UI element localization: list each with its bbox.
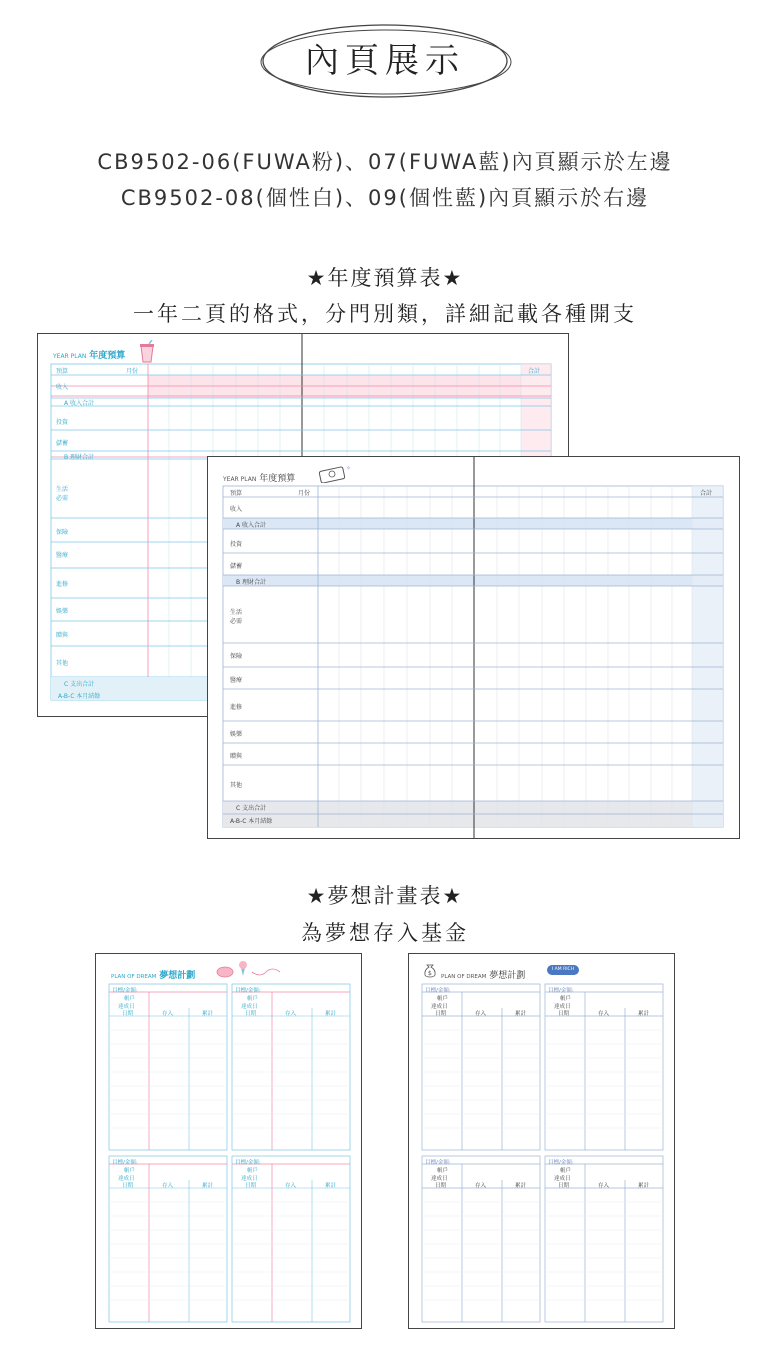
heading-zh: 夢想計劃 (489, 971, 526, 981)
date-reach-label: 達成日 (554, 1004, 571, 1010)
account-label: 帳戶 (560, 1168, 572, 1174)
row-label: 進修 (230, 704, 243, 711)
row-label: 儲蓄 (230, 563, 243, 570)
col-total-label: 累計 (325, 1011, 337, 1017)
row-label: 生活必需 (56, 486, 69, 502)
account-label: 帳戶 (560, 996, 572, 1002)
date-reach-label: 達成日 (431, 1176, 448, 1182)
col-date-label: 日期 (435, 1183, 447, 1189)
col-total-label: 合計 (700, 490, 713, 497)
col-total-label: 累計 (202, 1011, 214, 1017)
date-reach-label: 達成日 (118, 1176, 135, 1182)
date-reach-label: 達成日 (241, 1176, 258, 1182)
col-date-label: 日期 (122, 1183, 134, 1189)
year-plan-right-page (207, 456, 740, 839)
goal-label: 目標/金額: (112, 988, 138, 994)
col-deposit-label: 存入 (285, 1183, 297, 1189)
row-label: 醫療 (230, 677, 243, 684)
dream-left-page (95, 953, 362, 1329)
col-deposit-label: 存入 (598, 1011, 610, 1017)
col-total-label: 累計 (638, 1183, 650, 1189)
dream-right-page (408, 953, 675, 1329)
row-label: 娛樂 (230, 731, 243, 738)
account-label: 帳戶 (247, 1168, 259, 1174)
goal-label: 目標/金額: (548, 1160, 574, 1166)
title-badge (258, 18, 512, 104)
page-title: 內頁展示 (305, 41, 465, 81)
date-reach-label: 達成日 (431, 1004, 448, 1010)
row-label: 生活必需 (230, 609, 243, 625)
col-total-label: 累計 (325, 1183, 337, 1189)
col-deposit-label: 存入 (285, 1011, 297, 1017)
dream-subtitle: 為夢想存入基金 (301, 921, 469, 945)
heading-en: YEAR PLAN (223, 476, 257, 483)
year-plan-right-grid (208, 457, 740, 839)
row-label: 其他 (56, 660, 69, 667)
row-label: C 支出合計 (64, 681, 95, 688)
row-label: 保險 (230, 653, 243, 660)
col-deposit-label: 存入 (162, 1011, 174, 1017)
col-total-label: 累計 (202, 1183, 214, 1189)
heading-en: YEAR PLAN (53, 353, 87, 360)
account-label: 帳戶 (247, 996, 259, 1002)
year-plan-title: ★年度預算表★ (306, 266, 464, 290)
svg-text:✧: ✧ (346, 465, 352, 472)
description-line-1: CB9502-06(FUWA粉)、07(FUWA藍)內頁顯示於左邊 (97, 150, 673, 174)
col-budget-label: 預算 (230, 490, 243, 497)
account-label: 帳戶 (124, 996, 136, 1002)
heading-en: PLAN OF DREAM (441, 974, 487, 980)
goal-label: 目標/金額: (425, 988, 451, 994)
row-label: C 支出合計 (236, 805, 267, 812)
row-label: 投資 (230, 541, 243, 548)
col-month-label: 月份 (298, 490, 311, 497)
account-label: 帳戶 (437, 1168, 449, 1174)
row-label: 醫療 (56, 552, 69, 559)
goal-label: 目標/金額: (425, 1160, 451, 1166)
heading-zh: 夢想計劃 (159, 971, 196, 981)
row-label: 贈與 (230, 753, 243, 760)
account-label: 帳戶 (437, 996, 449, 1002)
year-plan-subtitle: 一年二頁的格式，分門別類，詳細記載各種開支 (133, 302, 637, 326)
row-label: B 理財合計 (64, 454, 95, 461)
goal-label: 目標/金額: (235, 988, 261, 994)
row-label: 贈與 (56, 632, 69, 639)
date-reach-label: 達成日 (241, 1004, 258, 1010)
col-date-label: 日期 (122, 1011, 134, 1017)
dream-right-grid (409, 954, 675, 1329)
row-label: 其他 (230, 782, 243, 789)
col-deposit-label: 存入 (598, 1183, 610, 1189)
row-label: A-B-C 本月結餘 (58, 693, 101, 700)
col-deposit-label: 存入 (162, 1183, 174, 1189)
col-total-label: 累計 (515, 1183, 527, 1189)
heading-zh: 年度預算 (89, 351, 126, 361)
col-month-label: 月份 (126, 368, 139, 375)
row-label: 收入 (230, 506, 243, 513)
row-label: 投資 (56, 419, 69, 426)
dream-title: ★夢想計畫表★ (306, 884, 464, 908)
row-label: 儲蓄 (56, 440, 69, 447)
dream-left-grid (96, 954, 362, 1329)
row-label: B 理財合計 (236, 579, 267, 586)
goal-label: 目標/金額: (235, 1160, 261, 1166)
row-label: 收入 (56, 384, 69, 391)
row-label: 進修 (56, 581, 69, 588)
col-date-label: 日期 (245, 1011, 257, 1017)
description-line-2: CB9502-08(個性白)、09(個性藍)內頁顯示於右邊 (120, 186, 650, 210)
row-label: 保險 (56, 529, 69, 536)
col-date-label: 日期 (435, 1011, 447, 1017)
svg-text:$: $ (428, 970, 432, 977)
goal-label: 目標/金額: (112, 1160, 138, 1166)
col-total-label: 累計 (515, 1011, 527, 1017)
col-budget-label: 預算 (56, 368, 69, 375)
col-date-label: 日期 (558, 1011, 570, 1017)
row-label: 娛樂 (56, 608, 69, 615)
col-date-label: 日期 (245, 1183, 257, 1189)
row-label: A 收入合計 (236, 522, 267, 529)
rich-badge: I AM RICH (547, 965, 579, 975)
col-total-label: 合計 (528, 368, 541, 375)
col-deposit-label: 存入 (475, 1011, 487, 1017)
heading-en: PLAN OF DREAM (111, 974, 157, 980)
col-total-label: 累計 (638, 1011, 650, 1017)
goal-label: 目標/金額: (548, 988, 574, 994)
col-deposit-label: 存入 (475, 1183, 487, 1189)
account-label: 帳戶 (124, 1168, 136, 1174)
col-date-label: 日期 (558, 1183, 570, 1189)
heading-zh: 年度預算 (259, 474, 296, 484)
date-reach-label: 達成日 (118, 1004, 135, 1010)
row-label: A-B-C 本月結餘 (230, 818, 273, 825)
date-reach-label: 達成日 (554, 1176, 571, 1182)
row-label: A 收入合計 (64, 400, 95, 407)
